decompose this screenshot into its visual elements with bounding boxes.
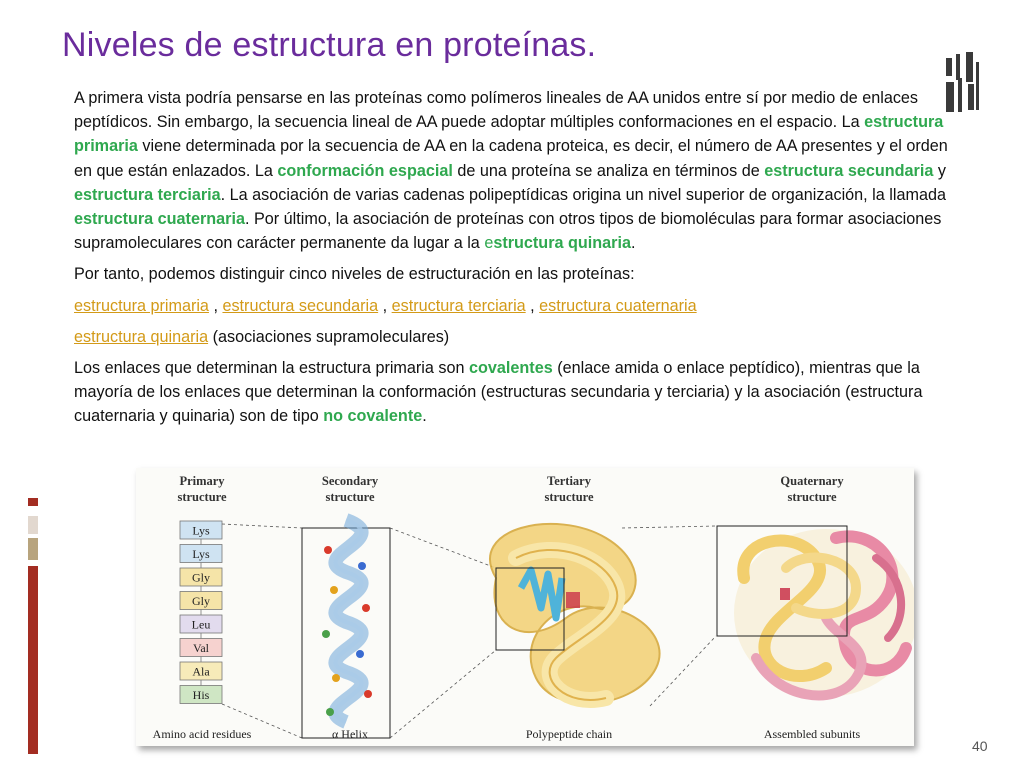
highlight-conformacion-espacial: conformación espacial xyxy=(277,161,453,180)
header-primary-l2: structure xyxy=(177,490,227,504)
header-primary-l1: Primary xyxy=(179,474,225,488)
residue-label: Lys xyxy=(192,547,210,561)
header-quaternary-l1: Quaternary xyxy=(780,474,844,488)
text-run: Los enlaces que determinan la estructura primaria son xyxy=(74,359,470,378)
protein-structure-illustration xyxy=(136,468,914,746)
text-run: de una proteína se analiza en términos de xyxy=(452,161,765,180)
highlight-estructura-secundaria: estructura secundaria xyxy=(764,161,934,180)
header-quaternary-l2: structure xyxy=(787,490,837,504)
bonds-paragraph xyxy=(74,356,964,429)
links-row xyxy=(74,294,964,318)
header-tertiary-l2: structure xyxy=(544,490,594,504)
caption-amino-acid-residues: Amino acid residues xyxy=(152,727,252,741)
caption-assembled-subunits: Assembled subunits xyxy=(763,727,861,741)
residue-label: His xyxy=(192,688,210,702)
residue-label: Ala xyxy=(192,664,210,679)
highlight-e: e xyxy=(484,234,494,253)
amino-acid-chain xyxy=(180,521,222,704)
residue-label: Val xyxy=(193,641,209,655)
header-tertiary-l1: Tertiary xyxy=(547,474,591,488)
separator: , xyxy=(378,296,392,315)
caption-polypeptide-chain: Polypeptide chain xyxy=(525,727,613,741)
residue-label: Lys xyxy=(192,523,210,538)
text-run: viene determinada por la secuencia de AA en la cadena proteica, es decir, el número de AA presentes y el orden en que están enlazados. La xyxy=(74,137,948,180)
left-accent-bar xyxy=(28,498,38,754)
separator: , xyxy=(525,296,540,315)
highlight-estructura-cuaternaria: estructura cuaternaria xyxy=(74,210,245,229)
link-estructura-cuaternaria[interactable]: estructura cuaternaria xyxy=(539,296,697,315)
header-secondary-l1: Secondary xyxy=(321,474,379,488)
highlight-no-covalente: no covalente xyxy=(323,407,423,426)
tertiary-structure-illustration xyxy=(490,524,660,704)
separator: , xyxy=(208,296,223,315)
text-run: . Por último, la asociación de proteínas con otros tipos de biomoléculas para formar asociaciones supramoleculares con carácter permanente da lugar a la xyxy=(74,210,942,253)
slide-body xyxy=(74,86,964,436)
link-estructura-quinaria[interactable]: estructura quinaria xyxy=(74,327,209,346)
header-secondary-l2: structure xyxy=(325,490,375,504)
link-estructura-terciaria[interactable]: estructura terciaria xyxy=(391,296,526,315)
text-run: (enlace amida o enlace peptídico), mientras que la mayoría de los enlaces que determinan la conformación (estructuras secundaria y terciaria) y la asociación (estructura cuaternaria y quinaria) son de tipo xyxy=(74,359,923,426)
highlight-covalentes: covalentes xyxy=(469,359,553,378)
quinaria-description: (asociaciones supramoleculares) xyxy=(208,327,450,346)
intro-paragraph xyxy=(74,86,964,255)
residue-label: Gly xyxy=(192,594,210,608)
text-run: . xyxy=(630,234,636,253)
highlight-estructura-primaria: estructura primaria xyxy=(74,113,944,156)
alpha-helix-illustration xyxy=(302,520,390,738)
levels-intro: Por tanto, podemos distinguir cinco niveles de estructuración en las proteínas: xyxy=(74,265,635,284)
page-number: 40 xyxy=(972,738,988,754)
text-run: A primera vista podría pensarse en las proteínas como polímeros lineales de AA unidos entre sí por medio de enlaces peptídicos. Sin embargo, la secuencia lineal de AA puede adoptar múltiples conformaciones en el espacio. La xyxy=(74,89,919,132)
quinaria-row xyxy=(74,325,964,349)
link-estructura-primaria[interactable]: estructura primaria xyxy=(74,296,209,315)
slide-title: Niveles de estructura en proteínas. xyxy=(62,26,597,64)
text-run: y xyxy=(933,161,946,180)
quaternary-structure-illustration xyxy=(717,526,914,697)
highlight-estructura-quinaria: structura quinaria xyxy=(493,234,631,253)
text-run: . xyxy=(422,407,427,426)
caption-alpha-helix: α Helix xyxy=(332,727,368,741)
protein-structure-figure xyxy=(136,468,914,746)
highlight-estructura-terciaria: estructura terciaria xyxy=(74,185,221,204)
residue-label: Leu xyxy=(191,617,211,632)
residue-label: Gly xyxy=(192,570,210,585)
text-run: . La asociación de varias cadenas polipeptídicas origina un nivel superior de organización, la llamada xyxy=(220,185,946,204)
link-estructura-secundaria[interactable]: estructura secundaria xyxy=(222,296,379,315)
